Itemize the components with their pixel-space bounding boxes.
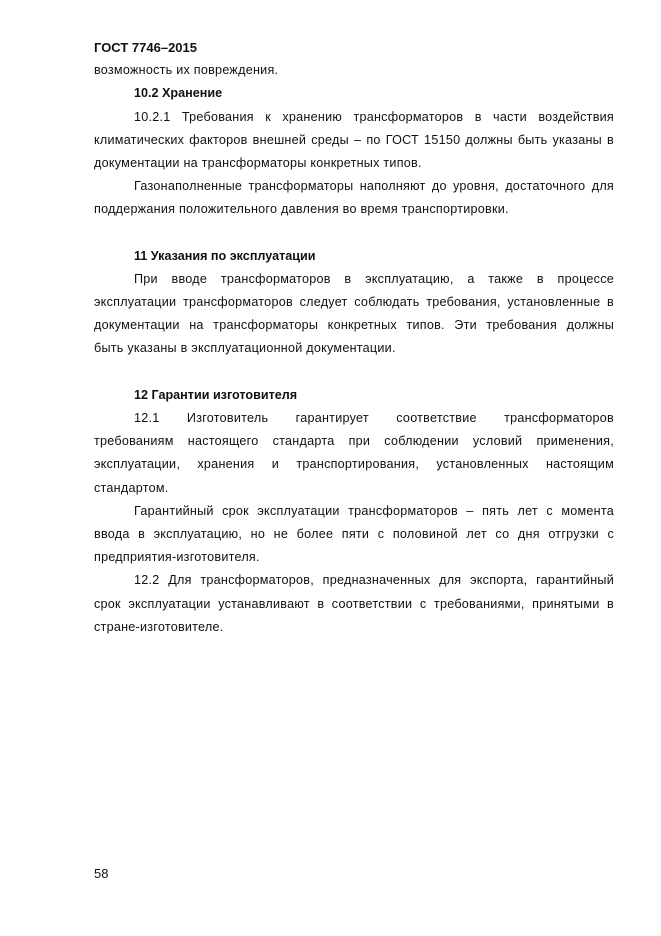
spacer — [94, 222, 614, 245]
paragraph-line: При вводе трансформаторов в эксплуатацию, а также в процессе — [134, 271, 614, 286]
paragraph-line: ввода в эксплуатацию, но не более пяти с половиной лет со дня отгрузки с — [94, 526, 614, 541]
paragraph — [94, 59, 614, 82]
paragraph-line: документации на трансформаторы конкретных типов. — [94, 155, 422, 170]
document-page — [94, 36, 614, 639]
page-number: 58 — [94, 866, 109, 881]
paragraph-line: 12.1 Изготовитель гарантирует соответствие трансформаторов — [134, 411, 614, 425]
document-header: ГОСТ 7746–2015 — [94, 40, 197, 55]
paragraph-line: 10.2.1 Требования к хранению трансформаторов в части воздействия — [134, 109, 614, 124]
paragraph-line: 12.2 Для трансформаторов, предназначенных для экспорта, гарантийный — [134, 573, 614, 588]
paragraph-line: срок эксплуатации устанавливают в соответствии с требованиями, принятыми в — [94, 596, 614, 611]
paragraph-line: документации на трансформаторы конкретных типов. Эти требования должны — [94, 318, 614, 333]
document-body — [94, 59, 614, 639]
spacer — [94, 361, 614, 384]
paragraph-line: возможность их повреждения. — [94, 63, 279, 78]
paragraph-line: требованиям настоящего стандарта при соблюдении условий применения, — [94, 434, 614, 449]
paragraph-line: эксплуатации, хранения и транспортирования, установленных настоящим — [94, 457, 614, 472]
paragraph — [94, 106, 614, 176]
paragraph — [94, 175, 614, 221]
section-heading: 11 Указания по эксплуатации — [134, 248, 316, 263]
section-heading: 12 Гарантии изготовителя — [134, 387, 298, 402]
paragraph-line: быть указаны в эксплуатационной документации. — [94, 341, 396, 356]
paragraph-line: поддержания положительного давления во время транспортировки. — [94, 202, 509, 217]
paragraph-line: Гарантийный срок эксплуатации трансформаторов – пять лет с момента — [134, 503, 614, 518]
paragraph — [94, 407, 614, 500]
paragraph-line: стране-изготовителе. — [94, 619, 224, 634]
section-heading: 10.2 Хранение — [134, 86, 223, 101]
paragraph-line: предприятия-изготовителя. — [94, 550, 260, 565]
paragraph — [94, 500, 614, 570]
paragraph — [94, 569, 614, 639]
paragraph-line: климатических факторов внешней среды – по ГОСТ 15150 должны быть указаны в — [94, 132, 614, 147]
paragraph — [94, 268, 614, 361]
paragraph-line: Газонаполненные трансформаторы наполняют до уровня, достаточного для — [134, 179, 614, 194]
paragraph-line: стандартом. — [94, 480, 169, 495]
paragraph-line: эксплуатации трансформаторов следует соблюдать требования, установленные в — [94, 295, 614, 310]
